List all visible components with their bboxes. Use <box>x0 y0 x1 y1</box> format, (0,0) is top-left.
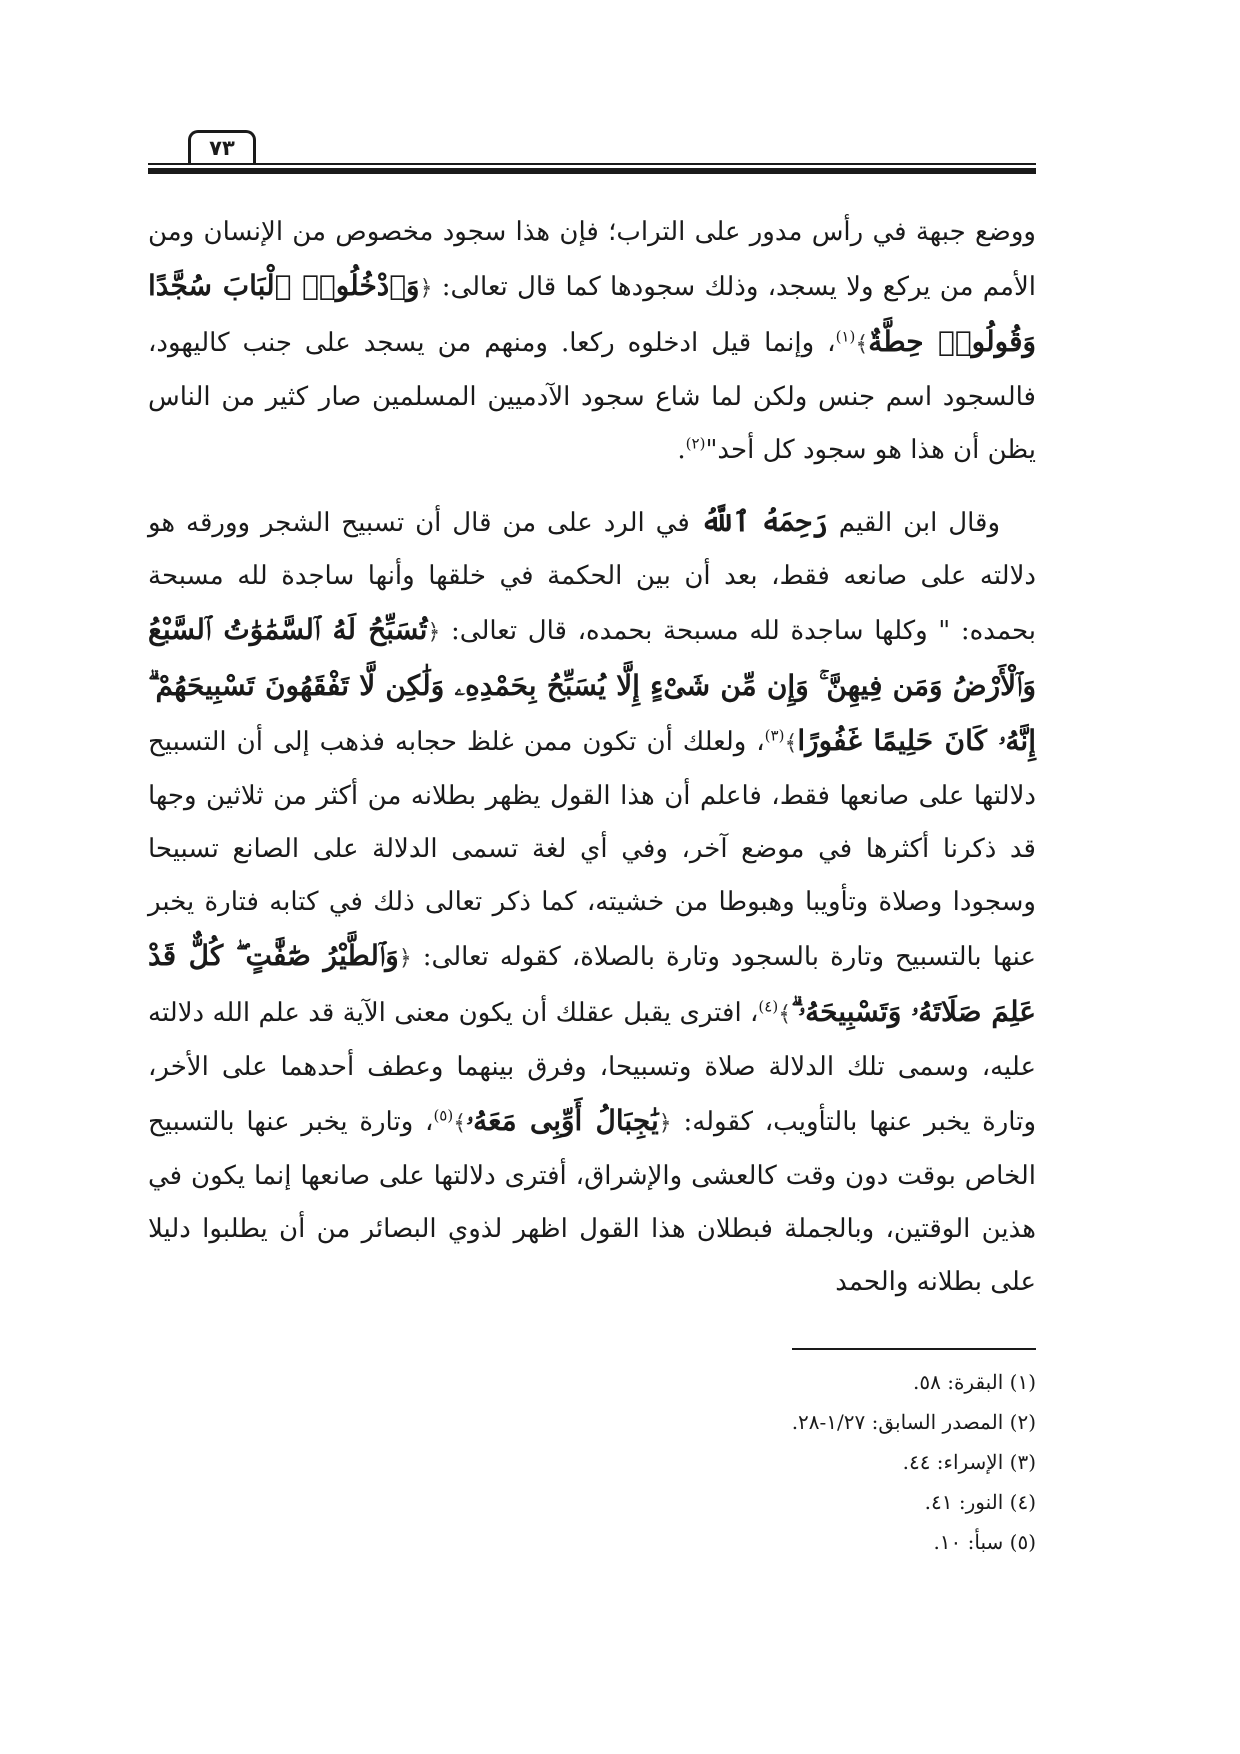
main-text <box>148 206 1036 1309</box>
footnote-item: (٤) النور: ٤١. <box>924 1490 1036 1514</box>
quran-brace-open: ﴿ <box>419 276 433 301</box>
quran-verse: يَٰجِبَالُ أَوِّبِى مَعَهُۥ <box>466 1104 659 1137</box>
text-segment: ، وإنما قيل ادخلوه ركعا. ومنهم من يسجد على جنب كاليهود، فالسجود اسم جنس ولكن لما شاع سجود الآدميين المسلمين صار كثير من الناس يظن أن هذا هو سجود كل أحد" <box>148 328 1036 465</box>
quran-brace-close: ﴾ <box>778 1002 792 1027</box>
text-segment: وقال ابن القيم <box>838 508 1001 538</box>
text-segment: ووضع جبهة في رأس مدور على التراب؛ فإن هذا سجود مخصوص من الإنسان ومن الأمم من يركع ولا يسجد، وذلك سجودها كما قال تعالى: <box>148 217 1037 302</box>
footnote-ref: (٤) <box>758 997 779 1016</box>
footnote-ref: (١) <box>835 327 856 346</box>
footnote-separator <box>792 1348 1036 1350</box>
quran-brace-close: ﴾ <box>784 731 798 756</box>
footnote-item: (١) البقرة: ٥٨. <box>913 1370 1036 1394</box>
text-segment: ، افترى يقبل عقلك أن يكون معنى الآية قد علم الله دلالته عليه، وسمى تلك الدلالة صلاة وتسبيحا، وفرق بينهما وعطف أحدهما على الأخر، وتارة يخبر عنها بالتأويب، كقوله: <box>148 998 1037 1137</box>
footnotes-list <box>148 1362 1036 1562</box>
header-thin-rule <box>148 163 1036 165</box>
text-segment: . <box>677 435 686 465</box>
footnote-item: (٥) سبأ: ١٠. <box>933 1530 1036 1554</box>
text-segment: في الرد على من قال أن تسبيح الشجر وورقه هو دلالته على صانعه فقط، بعد أن بين الحكمة في خلقها وأنها ساجدة لله مسبحة بحمده: " وكلها ساجدة لله مسبحة بحمده، قال تعالى: <box>148 508 1036 646</box>
paragraph-2 <box>148 495 1036 1309</box>
footnote-ref: (٥) <box>433 1106 454 1125</box>
footnote-ref: (٢) <box>685 434 706 453</box>
honorific-glyph: رَحِمَهُ ٱللَّهُ <box>700 505 828 538</box>
paragraph-1 <box>148 206 1036 477</box>
page-header <box>148 130 1036 174</box>
header-thick-rule <box>148 168 1036 174</box>
quran-brace-open: ﴿ <box>398 946 412 971</box>
quran-verse: وَٱدْخُلُوا۟ ٱلْبَابَ سُجَّدًا وَقُولُوا۟ حِطَّةٌ <box>148 269 1036 358</box>
footnote-item: (٣) الإسراء: ٤٤. <box>902 1450 1036 1474</box>
quran-brace-open: ﴿ <box>427 620 441 645</box>
text-segment: ، ولعلك أن تكون ممن غلظ حجابه فذهب إلى أن التسبيح دلالتها على صانعها فقط، فاعلم أن هذا القول يظهر بطلانه من أكثر من ثلاثين وجها قد ذكرنا أكثرها في موضع آخر، وفي أي لغة تسمى الدلالة على الصانع تسبيحا وسجودا وصلاة وتأويبا وهبوطا من خشيته، كما ذكر تعالى ذلك في كتابه فتارة يخبر عنها بالتسبيح وتارة بالسجود وتارة بالصلاة، كقوله تعالى: <box>148 727 1036 972</box>
quran-verse: تُسَبِّحُ لَهُ ٱلسَّمَٰوَٰتُ ٱلسَّبْعُ وَٱلْأَرْضُ وَمَن فِيهِنَّ ۚ وَإِن مِّن شَىْءٍ إِلَّا يُسَبِّحُ بِحَمْدِهِۦ وَلَٰكِن لَّا تَفْقَهُونَ تَسْبِيحَهُمْ ۗ إِنَّهُۥ كَانَ حَلِيمًا غَفُورًا <box>148 613 1036 757</box>
text-segment: ، وتارة يخبر عنها بالتسبيح الخاص بوقت دون وقت كالعشى والإشراق، أفترى دلالتها على صانعها إنما يكون في هذين الوقتين، وبالجملة فبطلان هذا القول اظهر لذوي البصائر من أن يطلبوا دليلا على بطلانه والحمد <box>148 1107 1036 1297</box>
footnote-ref: (٣) <box>764 726 785 745</box>
quran-brace-close: ﴾ <box>855 332 869 357</box>
footnote-item: (٢) المصدر السابق: ١/٢٧-٢٨. <box>791 1410 1036 1434</box>
quran-brace-close: ﴾ <box>453 1111 467 1136</box>
quran-brace-open: ﴿ <box>658 1111 672 1136</box>
quran-verse: وَٱلطَّيْرُ صَٰٓفَّٰتٍ ۖ كُلٌّ قَدْ عَلِمَ صَلَاتَهُۥ وَتَسْبِيحَهُۥ ۗ <box>148 939 1036 1028</box>
page-number: ٧٣ <box>188 130 256 163</box>
